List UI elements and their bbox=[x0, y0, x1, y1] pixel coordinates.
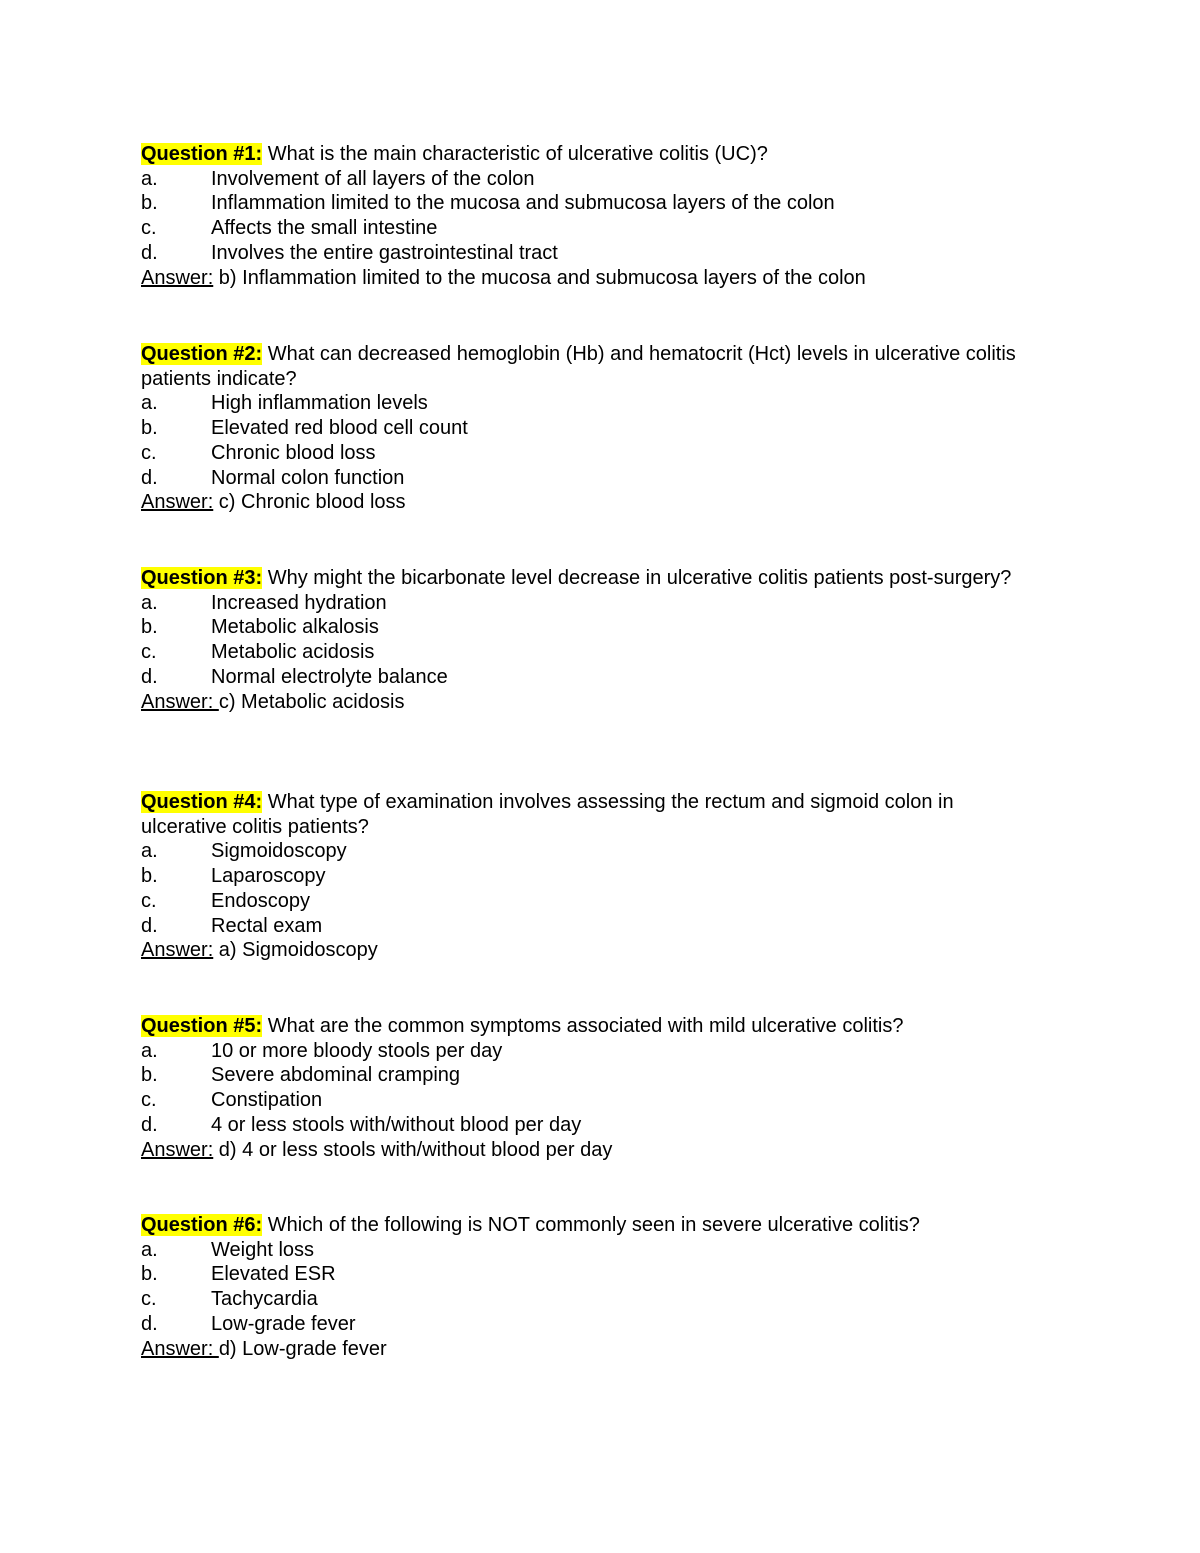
option-text: Normal colon function bbox=[211, 466, 405, 489]
answer-line bbox=[141, 1337, 1041, 1362]
answer-label: Answer: bbox=[141, 1138, 214, 1161]
option-text: Increased hydration bbox=[211, 591, 387, 614]
option-a bbox=[141, 1238, 1041, 1263]
question-prompt: Which of the following is NOT commonly seen in severe ulcerative colitis? bbox=[262, 1214, 920, 1236]
question-text bbox=[141, 1213, 1041, 1238]
option-c bbox=[141, 889, 1041, 914]
option-letter: c. bbox=[141, 1089, 157, 1112]
question-prompt: What is the main characteristic of ulcerative colitis (UC)? bbox=[262, 143, 768, 165]
option-letter: b. bbox=[141, 192, 158, 215]
option-letter: d. bbox=[141, 1113, 158, 1136]
option-letter: b. bbox=[141, 865, 158, 888]
answer-label: Answer: bbox=[141, 266, 214, 289]
option-d bbox=[141, 1113, 1041, 1138]
option-text: Affects the small intestine bbox=[211, 217, 438, 240]
option-text: Constipation bbox=[211, 1089, 323, 1112]
option-d bbox=[141, 1312, 1041, 1337]
answer-line bbox=[141, 690, 1041, 715]
question-label: Question #2: bbox=[141, 343, 263, 365]
question-prompt: What are the common symptoms associated with mild ulcerative colitis? bbox=[262, 1015, 904, 1037]
question-label: Question #1: bbox=[141, 143, 263, 165]
answer-line bbox=[141, 1138, 1041, 1163]
answer-line bbox=[141, 938, 1041, 963]
option-letter: c. bbox=[141, 217, 157, 240]
question-label: Question #3: bbox=[141, 567, 263, 589]
question-block-6 bbox=[141, 1213, 1041, 1361]
option-a bbox=[141, 391, 1041, 416]
option-letter: d. bbox=[141, 466, 158, 489]
option-c bbox=[141, 1088, 1041, 1113]
question-block-5 bbox=[141, 1014, 1041, 1162]
question-label: Question #4: bbox=[141, 791, 263, 813]
option-text: Involvement of all layers of the colon bbox=[211, 167, 535, 190]
option-letter: a. bbox=[141, 840, 158, 863]
option-text: Weight loss bbox=[211, 1238, 315, 1261]
option-d bbox=[141, 914, 1041, 939]
option-letter: b. bbox=[141, 616, 158, 639]
option-b bbox=[141, 1262, 1041, 1287]
option-text: Metabolic alkalosis bbox=[211, 616, 379, 639]
option-text: 10 or more bloody stools per day bbox=[211, 1039, 503, 1062]
option-letter: c. bbox=[141, 641, 157, 664]
question-text bbox=[141, 1014, 1041, 1039]
question-text bbox=[141, 566, 1041, 591]
question-label: Question #6: bbox=[141, 1214, 263, 1236]
answer-text: a) Sigmoidoscopy bbox=[213, 939, 378, 962]
option-d bbox=[141, 466, 1041, 491]
option-text: Severe abdominal cramping bbox=[211, 1064, 461, 1087]
answer-text: c) Chronic blood loss bbox=[213, 491, 406, 514]
option-b bbox=[141, 416, 1041, 441]
option-text: Low-grade fever bbox=[211, 1312, 356, 1335]
option-letter: b. bbox=[141, 1263, 158, 1286]
answer-line bbox=[141, 266, 1041, 291]
question-block-1 bbox=[141, 142, 1041, 290]
option-text: Metabolic acidosis bbox=[211, 641, 375, 664]
option-text: Chronic blood loss bbox=[211, 441, 376, 464]
option-letter: a. bbox=[141, 167, 158, 190]
option-text: Normal electrolyte balance bbox=[211, 665, 448, 688]
option-a bbox=[141, 167, 1041, 192]
option-a bbox=[141, 591, 1041, 616]
option-text: High inflammation levels bbox=[211, 392, 428, 415]
question-text bbox=[141, 790, 1041, 839]
option-letter: c. bbox=[141, 1288, 157, 1311]
option-letter: a. bbox=[141, 392, 158, 415]
option-text: Involves the entire gastrointestinal tract bbox=[211, 241, 558, 264]
option-letter: a. bbox=[141, 591, 158, 614]
option-letter: d. bbox=[141, 241, 158, 264]
question-block-2 bbox=[141, 342, 1041, 515]
option-text: Elevated ESR bbox=[211, 1263, 336, 1286]
answer-line bbox=[141, 490, 1041, 515]
option-letter: b. bbox=[141, 417, 158, 440]
option-c bbox=[141, 1287, 1041, 1312]
question-text bbox=[141, 142, 1041, 167]
answer-label: Answer: bbox=[141, 939, 214, 962]
option-c bbox=[141, 441, 1041, 466]
answer-text: b) Inflammation limited to the mucosa and submucosa layers of the colon bbox=[213, 266, 866, 289]
answer-label: Answer: bbox=[141, 1337, 219, 1360]
option-d bbox=[141, 665, 1041, 690]
question-text bbox=[141, 342, 1041, 391]
option-text: Endoscopy bbox=[211, 889, 310, 912]
answer-label: Answer: bbox=[141, 690, 219, 713]
option-b bbox=[141, 191, 1041, 216]
option-c bbox=[141, 640, 1041, 665]
option-b bbox=[141, 864, 1041, 889]
option-text: 4 or less stools with/without blood per day bbox=[211, 1113, 582, 1136]
option-text: Tachycardia bbox=[211, 1288, 318, 1311]
option-text: Inflammation limited to the mucosa and submucosa layers of the colon bbox=[211, 192, 835, 215]
option-letter: d. bbox=[141, 665, 158, 688]
option-a bbox=[141, 1039, 1041, 1064]
option-text: Laparoscopy bbox=[211, 865, 326, 888]
option-b bbox=[141, 1063, 1041, 1088]
option-letter: a. bbox=[141, 1238, 158, 1261]
option-letter: c. bbox=[141, 441, 157, 464]
option-a bbox=[141, 839, 1041, 864]
answer-label: Answer: bbox=[141, 491, 214, 514]
option-text: Elevated red blood cell count bbox=[211, 417, 468, 440]
question-prompt: What type of examination involves assessing the rectum and sigmoid colon in ulcerative colitis patients? bbox=[141, 791, 954, 838]
option-letter: b. bbox=[141, 1064, 158, 1087]
option-text: Rectal exam bbox=[211, 914, 323, 937]
question-label: Question #5: bbox=[141, 1015, 263, 1037]
option-c bbox=[141, 216, 1041, 241]
question-block-3 bbox=[141, 566, 1041, 714]
option-letter: d. bbox=[141, 914, 158, 937]
question-block-4 bbox=[141, 790, 1041, 963]
option-letter: a. bbox=[141, 1039, 158, 1062]
question-prompt: Why might the bicarbonate level decrease in ulcerative colitis patients post-surgery? bbox=[262, 567, 1012, 589]
option-text: Sigmoidoscopy bbox=[211, 840, 347, 863]
option-d bbox=[141, 241, 1041, 266]
answer-text: c) Metabolic acidosis bbox=[218, 690, 405, 713]
answer-text: d) 4 or less stools with/without blood per day bbox=[213, 1138, 613, 1161]
option-letter: d. bbox=[141, 1312, 158, 1335]
option-b bbox=[141, 615, 1041, 640]
option-letter: c. bbox=[141, 889, 157, 912]
question-prompt: What can decreased hemoglobin (Hb) and hematocrit (Hct) levels in ulcerative colitis patients indicate? bbox=[141, 343, 1016, 390]
answer-text: d) Low-grade fever bbox=[218, 1337, 387, 1360]
